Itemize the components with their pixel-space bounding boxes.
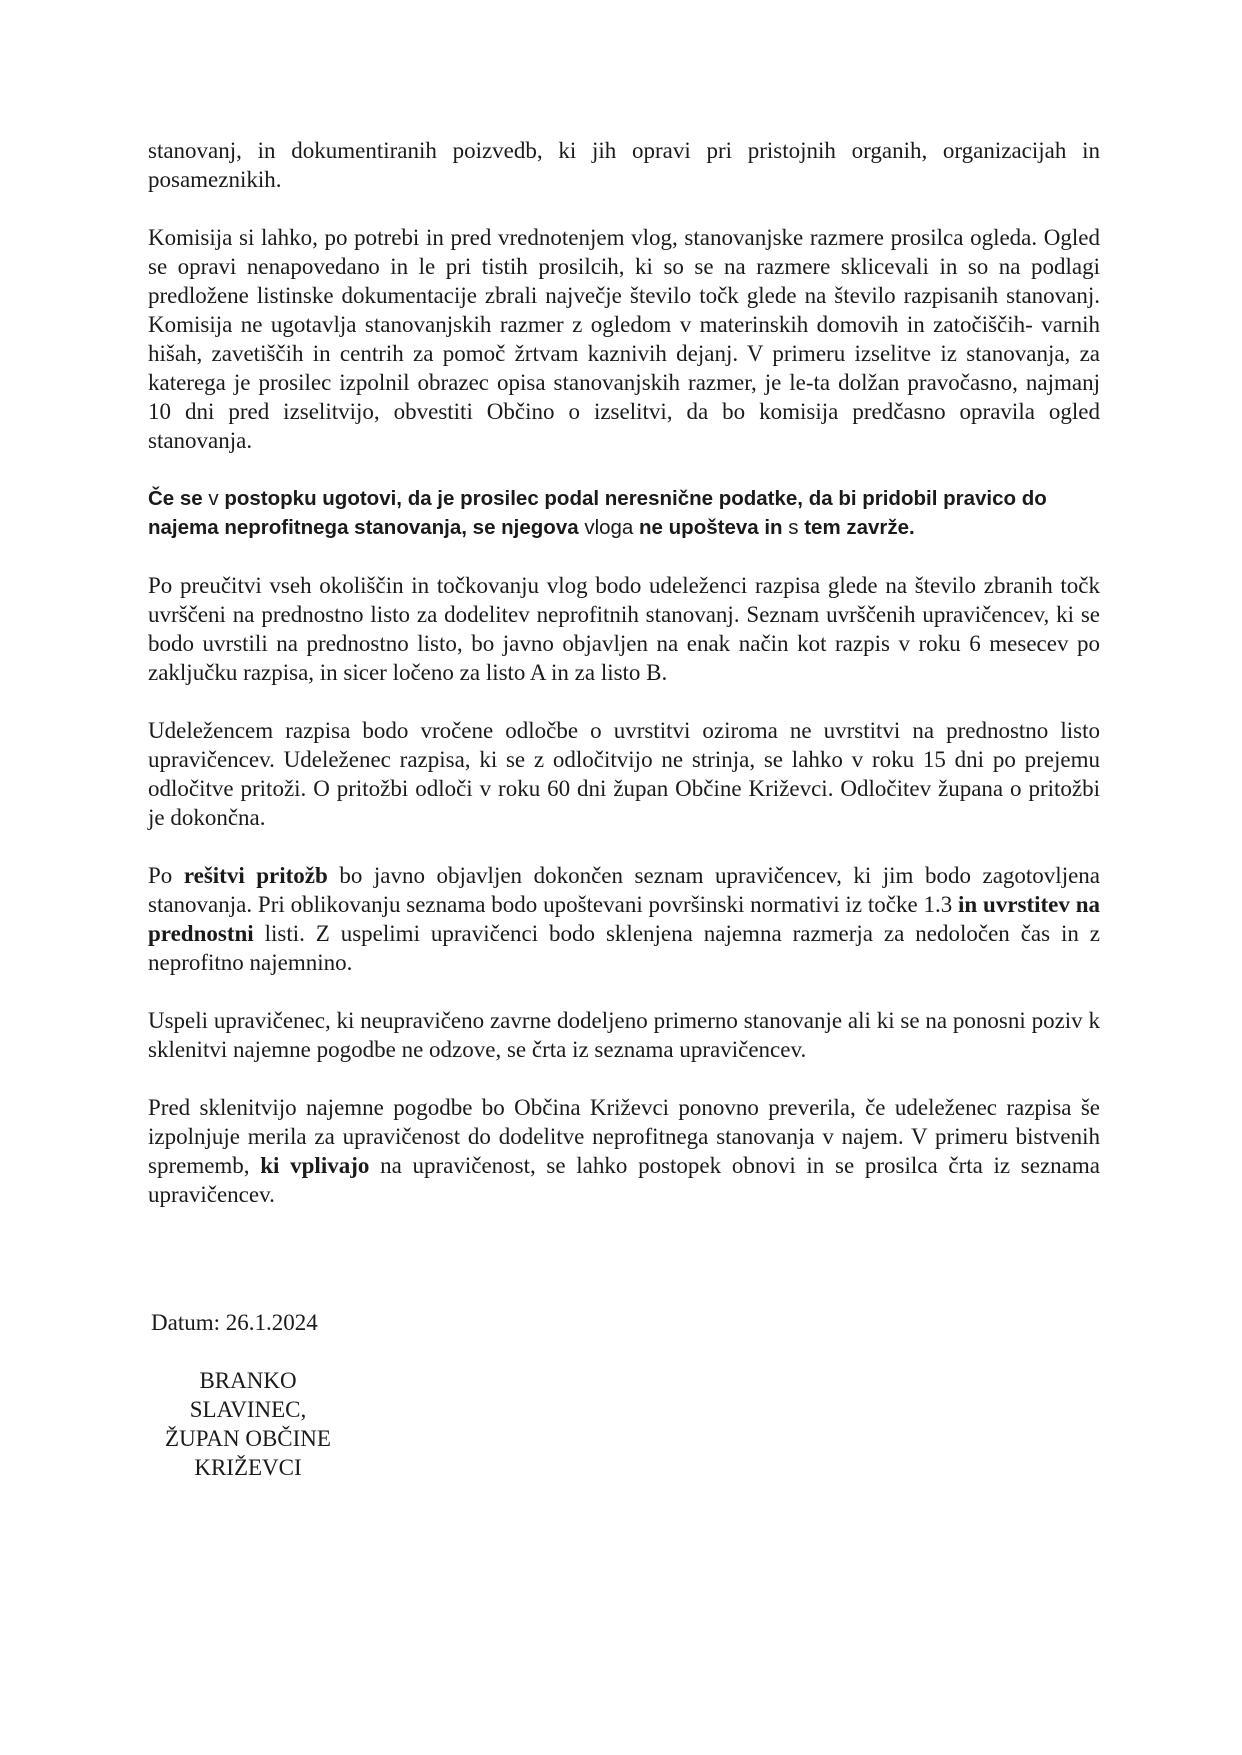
document-date: Datum: 26.1.2024 <box>151 1310 318 1335</box>
p3-span-7: tem zavrže. <box>798 516 915 539</box>
signature-block <box>148 1366 348 1482</box>
p3-span-2: v <box>208 487 219 510</box>
p3-span-5: ne upošteva in <box>633 516 789 539</box>
paragraph-4: Po preučitvi vseh okoliščin in točkovanju vlog bodo udeleženci razpisa glede na število zbranih točk uvrščeni na prednostno listo za dodelitev neprofitnih stanovanj. Seznam uvrščenih upravičencev, ki se bodo uvrstili na prednostno listo, bo javno objavljen na enak način kot razpis v roku 6 mesecev po zaključku razpisa, in sicer ločeno za listo A in za listo B. <box>148 573 1100 685</box>
p3-span-1: Če se <box>148 487 209 510</box>
p6-span-3: bo javno objavljen dokončen seznam upravičencev, ki jim bodo zagotovljena stanovanja. Pri oblikovanju seznama bodo upoštevani površinski normativi iz točke 1.3 <box>148 863 1101 917</box>
p6-span-1: Po <box>148 863 184 888</box>
signature-line-3: ŽUPAN OBČINE <box>165 1426 331 1451</box>
p6-span-5: listi. Z uspelimi upravičenci bodo sklenjena najemna razmerja za nedoločen čas in z neprofitno najemnino. <box>148 921 1100 975</box>
p3-span-3: postopku ugotovi, da je prosilec podal neresnične podatke, da bi pridobil pravico do najema neprofitnega stanovanja, se njegova <box>148 487 1047 539</box>
paragraph-6 <box>148 861 1100 977</box>
signature-line-1: BRANKO <box>199 1368 297 1393</box>
p8-bold-1: ki vplivajo <box>260 1153 370 1178</box>
paragraph-3-bold-notice <box>148 484 1100 542</box>
signature-line-4: KRIŽEVCI <box>194 1455 302 1480</box>
paragraph-2: Komisija si lahko, po potrebi in pred vrednotenjem vlog, stanovanjske razmere prosilca ogleda. Ogled se opravi nenapovedano in le pri tistih prosilcih, ki so se na razmere sklicevali in so na podlagi predložene listinske dokumentacije zbrali največje število točk glede na število razpisanih stanovanj. Komisija ne ugotavlja stanovanjskih razmer z ogledom v materinskih domovih in zatočiščih- varnih hišah, zavetiščih in centrih za pomoč žrtvam kaznivih dejanj. V primeru izselitve iz stanovanja, za katerega je prosilec izpolnil obrazec opisa stanovanjskih razmer, je le-ta dolžan pravočasno, najmanj 10 dni pred izselitvijo, obvestiti Občino o izselitvi, da bo komisija predčasno opravila ogled stanovanja. <box>148 225 1100 453</box>
p8-span-1: Pred sklenitvijo najemne pogodbe bo Občina Križevci ponovno preverila, če udeleženec razpisa še izpolnjuje merila za upravičenost do dodelitve neprofitnega stanovanja v najem. V primeru bistvenih sprememb, <box>148 1095 1100 1178</box>
p8-span-3: na upravičenost, se lahko postopek obnovi in se prosilca črta iz seznama upravičencev. <box>148 1153 1100 1207</box>
paragraph-1: stanovanj, in dokumentiranih poizvedb, ki jih opravi pri pristojnih organih, organizacijah in posameznikih. <box>148 138 1100 192</box>
p6-bold-2: in uvrstitev na prednostni <box>148 892 1100 946</box>
signature-line-2: SLAVINEC, <box>189 1397 307 1422</box>
paragraph-5: Udeležencem razpisa bodo vročene odločbe o uvrstitvi oziroma ne uvrstitvi na prednostno listo upravičencev. Udeleženec razpisa, ki se z odločitvijo ne strinja, se lahko v roku 15 dni po prejemu odločitve pritoži. O pritožbi odloči v roku 60 dni župan Občine Križevci. Odločitev župana o pritožbi je dokončna. <box>148 718 1100 830</box>
p3-span-6: s <box>788 516 799 539</box>
paragraph-8 <box>148 1093 1100 1209</box>
p6-bold-1: rešitvi pritožb <box>183 863 328 888</box>
document-body <box>148 136 1100 1209</box>
paragraph-7: Uspeli upravičenec, ki neupravičeno zavrne dodeljeno primerno stanovanje ali ki se na ponosni poziv k sklenitvi najemne pogodbe ne odzove, se črta iz seznama upravičencev. <box>148 1008 1100 1062</box>
p3-span-4: vloga <box>584 516 634 539</box>
